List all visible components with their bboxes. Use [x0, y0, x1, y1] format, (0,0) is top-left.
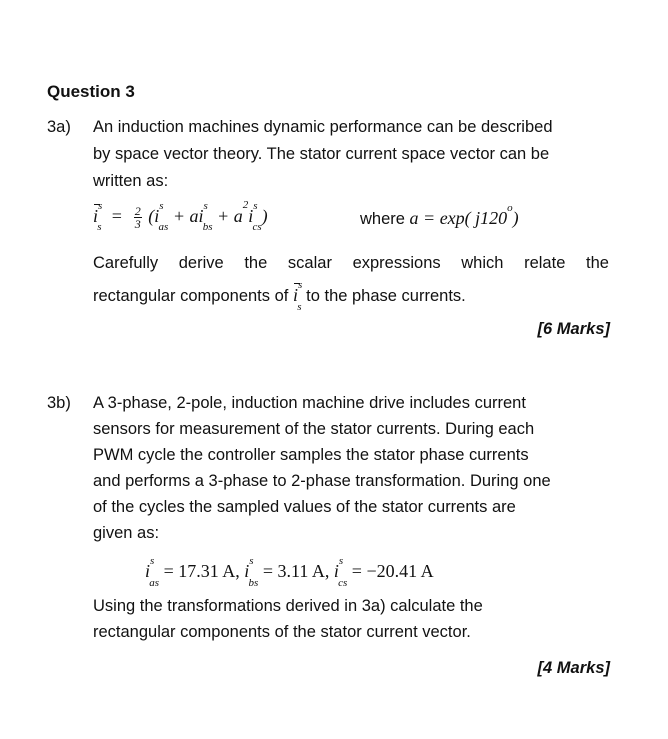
part-b-line-5: of the cycles the sampled values of the stator currents are [93, 498, 516, 516]
part-b-closing-line-2: rectangular components of the stator current vector. [93, 623, 471, 641]
part-b-marks: [4 Marks] [537, 659, 610, 677]
part-b-closing-line-1: Using the transformations derived in 3a) calculate the [93, 597, 483, 615]
question-heading: Question 3 [47, 82, 135, 101]
part-b-line-6: given as: [93, 524, 160, 542]
stator-current-values: $i^s_{as} = 17.31$ A, $i^s_{bs} = 3.11$ A, $i^s_{cs} = -20.41$ A [145, 555, 434, 589]
part-a-line-2: by space vector theory. The stator current space vector can be [93, 145, 550, 163]
part-a-body-line-1: Carefully derive the scalar expressions which relate the [93, 254, 609, 272]
part-b-line-3: PWM cycle the controller samples the stator phase currents [93, 446, 529, 464]
space-vector-equation: $i^s_s$ = $\frac{2}{3}$ $(i^s_{as} + ai^s_{bs} + a^2i^s_{cs})$ [93, 198, 268, 234]
part-b-line-2: sensors for measurement of the stator currents. During each [93, 420, 535, 438]
part-a-line-1: An induction machines dynamic performance can be described [93, 118, 553, 136]
where-clause: where a = exp( j120$^o$) [360, 202, 519, 228]
part-a-body-line-2: rectangular components of $i^s_s$ to the phase currents. [93, 279, 466, 313]
part-a-line-3: written as: [93, 172, 169, 190]
part-a-marks: [6 Marks] [537, 320, 610, 338]
part-b-label: 3b) [47, 394, 71, 412]
part-a-label: 3a) [47, 118, 71, 136]
part-b-line-1: A 3-phase, 2-pole, induction machine drive includes current [93, 394, 526, 412]
part-b-line-4: and performs a 3-phase to 2-phase transformation. During one [93, 472, 551, 490]
